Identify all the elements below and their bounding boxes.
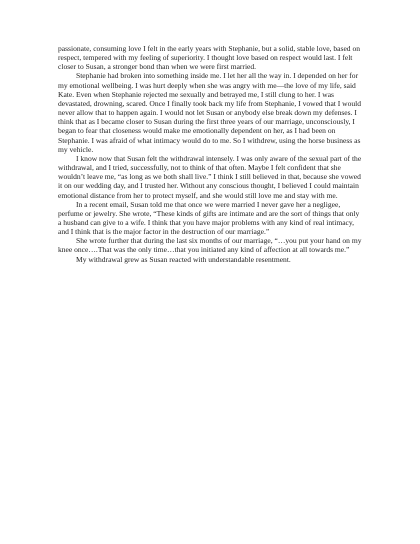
- paragraph-6: My withdrawal grew as Susan reacted with understandable resentment.: [76, 254, 291, 264]
- paragraph-3: I know now that Susan felt the withdrawal intensely. I was only aware of the sexual part of the withdrawal, and I tried, successfully, not to think of that often. Maybe I felt confident that she wouldn’t leave me, “as long as we both shall live.” I think I still believed in that, because she vowed it on our wedding day, and I trusted her. Without any conscious thought, I believed I could maintain emotional distance from her to protect myself, and she would still love me and stay with me.: [58, 153, 362, 200]
- paragraph-1: passionate, consuming love I felt in the early years with Stephanie, but a solid, stable love, based on respect, tempered with my feeling of superiority. I thought love based on respect would last. I felt closer to Susan, a stronger bond than when we were first married.: [58, 44, 361, 72]
- paragraph-2: Stephanie had broken into something inside me. I let her all the way in. I depended on her for my emotional wellbeing. I was hurt deeply when she was angry with me—the love of my life, said Kate. Even when Stephanie rejected me sexually and betrayed me, I still clung to her. I was devastated, drowning, scared. Once I finally took back my life from Stephanie, I vowed that I would never allow that to happen again. I would not let Susan or anybody else break down my defenses. I think that as I became closer to Susan during the first three years of our marriage, unconsciously, I began to fear that closeness would make me emotionally dependent on her, as I had been on Stephanie. I was afraid of what intimacy would do to me. So I withdrew, using the horse business as my vehicle.: [58, 71, 362, 154]
- document-page: [58, 44, 363, 264]
- paragraph-5: She wrote further that during the last six months of our marriage, “…you put your hand on my knee once….That was the only time…that you initiated any kind of affection at all towards me.”: [58, 236, 362, 255]
- paragraph-4: In a recent email, Susan told me that once we were married I never gave her a negligee, perfume or jewelry. She wrote, “These kinds of gifts are intimate and are the sort of things that only a husband can give to a wife. I think that you have major problems with any kind of real intimacy, and I think that is the major factor in the destruction of our marriage.”: [58, 199, 360, 237]
